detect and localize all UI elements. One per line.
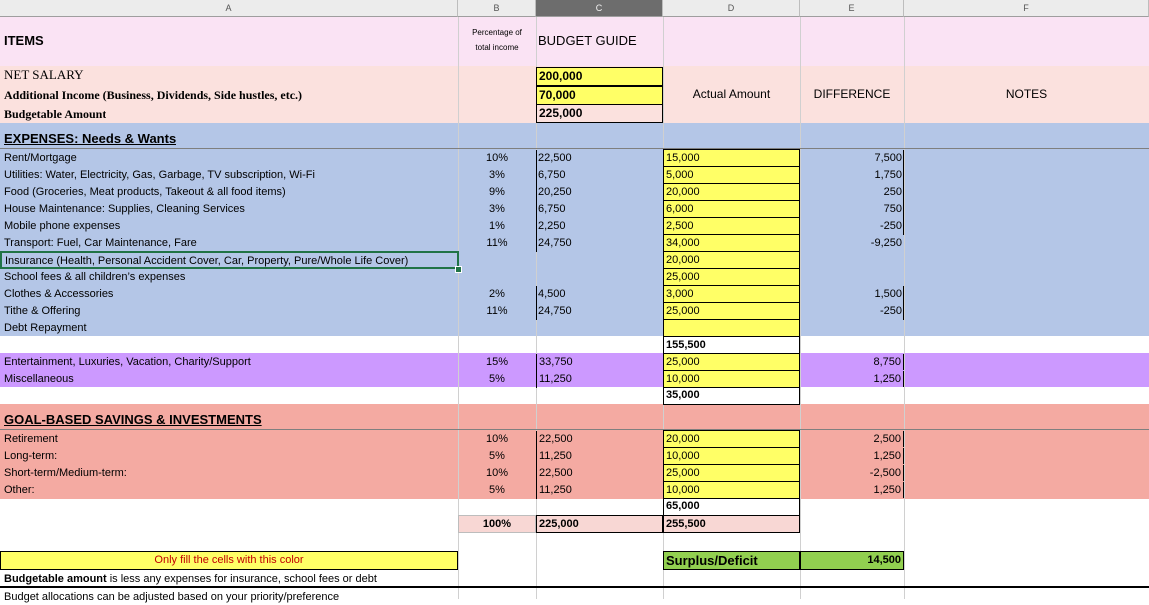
savings-item: Long-term: [4, 450, 58, 462]
budgetable-amount-value: 225,000 [536, 105, 663, 123]
budget-guide-header: BUDGET GUIDE [538, 33, 637, 48]
expense-diff: -250 [879, 220, 902, 232]
expense-item: Mobile phone expenses [4, 220, 121, 232]
expense-pct: 3% [489, 169, 505, 181]
savings-title: GOAL-BASED SAVINGS & INVESTMENTS [4, 412, 262, 427]
gridline-ef [904, 17, 905, 599]
column-header-a[interactable]: A [0, 0, 458, 17]
total-pct: 100% [458, 515, 536, 533]
actual-input[interactable]: 20,000 [663, 251, 800, 269]
expense-guide: 6,750 [538, 169, 566, 181]
actual-input[interactable]: 3,000 [663, 285, 800, 303]
expenses-title: EXPENSES: Needs & Wants [4, 131, 177, 146]
savings-guide: 11,250 [536, 448, 663, 465]
actual-input[interactable] [663, 319, 800, 337]
footnote-budgetable-text: is less any expenses for insurance, school fees or debt [106, 573, 377, 585]
expense-diff: 750 [883, 203, 902, 215]
guide-column-border [536, 286, 663, 320]
expense-item: Tithe & Offering [4, 305, 81, 317]
wants-pct: 15% [485, 356, 509, 368]
column-header-b[interactable]: B [458, 0, 536, 17]
total-actual: 255,500 [663, 515, 800, 533]
column-header-d[interactable]: D [663, 0, 800, 17]
expense-pct: 9% [489, 186, 505, 198]
expense-item: Clothes & Accessories [4, 288, 114, 300]
expense-diff: 7,500 [874, 152, 902, 164]
savings-diff: 1,250 [800, 482, 904, 498]
additional-income-label: Additional Income (Business, Dividends, Side hustles, etc.) [4, 88, 303, 102]
wants-guide: 33,750 [536, 354, 663, 371]
savings-guide: 22,500 [536, 431, 663, 448]
savings-item: Retirement [4, 433, 58, 445]
expense-guide: 2,250 [538, 220, 566, 232]
notes-header: NOTES [1005, 87, 1048, 101]
expense-item: Rent/Mortgage [4, 152, 77, 164]
wants-item: Entertainment, Luxuries, Vacation, Charity/Support [4, 356, 251, 368]
expense-guide: 6,750 [538, 203, 566, 215]
savings-subtotal: 65,000 [663, 498, 800, 515]
percentage-header-line1: Percentage of [472, 28, 522, 37]
expense-item: School fees & all children’s expenses [4, 271, 186, 283]
expense-pct: 11% [486, 305, 508, 317]
column-header-f[interactable]: F [904, 0, 1149, 17]
savings-guide: 11,250 [536, 482, 663, 499]
expense-pct: 2% [489, 288, 505, 300]
difference-header: DIFFERENCE [813, 87, 891, 101]
wants-diff: 8,750 [800, 354, 904, 370]
savings-pct: 10% [485, 467, 509, 479]
expenses-subtotal: 155,500 [663, 337, 800, 354]
wants-item: Miscellaneous [4, 373, 74, 385]
actual-input[interactable]: 6,000 [663, 200, 800, 218]
expense-guide: 24,750 [538, 305, 572, 317]
expense-item: Food (Groceries, Meat products, Takeout & all food items) [4, 186, 286, 198]
actual-input[interactable]: 10,000 [663, 370, 800, 388]
actual-amount-header: Actual Amount [692, 87, 771, 101]
fill-color-legend: Only fill the cells with this color [0, 551, 458, 570]
expense-guide: 20,250 [538, 186, 572, 198]
expense-pct: 11% [486, 237, 508, 249]
actual-input[interactable]: 10,000 [663, 481, 800, 499]
expense-diff: -9,250 [870, 237, 902, 249]
expense-item: Utilities: Water, Electricity, Gas, Garbage, TV subscription, Wi-Fi [4, 169, 315, 181]
selected-cell-insurance[interactable]: Insurance (Health, Personal Accident Cover, Car, Property, Pure/Whole Life Cover) [0, 251, 459, 269]
actual-input[interactable]: 25,000 [663, 353, 800, 371]
guide-column-border [536, 150, 663, 252]
expenses-title-border [0, 148, 1149, 149]
savings-pct: 5% [489, 450, 505, 462]
expense-item: House Maintenance: Supplies, Cleaning Services [4, 203, 245, 215]
savings-diff: -2,500 [800, 465, 904, 481]
actual-input[interactable]: 25,000 [663, 464, 800, 482]
net-salary-label: NET SALARY [4, 67, 84, 82]
net-salary-input[interactable]: 200,000 [536, 67, 663, 86]
expense-item: Debt Repayment [4, 322, 87, 334]
surplus-deficit-value: 14,500 [800, 551, 904, 570]
actual-input[interactable]: 25,000 [663, 302, 800, 320]
expense-guide: 22,500 [538, 152, 572, 164]
actual-input[interactable]: 5,000 [663, 166, 800, 184]
surplus-deficit-label: Surplus/Deficit [663, 551, 800, 570]
footnote-allocations: Budget allocations can be adjusted based on your priority/preference [4, 591, 340, 603]
bottom-border [0, 586, 1149, 588]
diff-column-border [903, 286, 904, 320]
savings-title-border [0, 429, 1149, 430]
expense-item: Transport: Fuel, Car Maintenance, Fare [4, 237, 197, 249]
expense-guide: 4,500 [538, 288, 566, 300]
expense-diff: 1,750 [874, 169, 902, 181]
actual-input[interactable]: 10,000 [663, 447, 800, 465]
actual-input[interactable]: 20,000 [663, 430, 800, 448]
footnote-budgetable-term: Budgetable amount [4, 573, 107, 585]
savings-diff: 2,500 [800, 431, 904, 447]
expense-pct: 3% [489, 203, 505, 215]
fill-handle[interactable] [455, 266, 462, 273]
expense-pct: 10% [485, 152, 509, 164]
expense-pct: 1% [489, 220, 505, 232]
items-header: ITEMS [4, 33, 44, 48]
savings-pct: 5% [489, 484, 505, 496]
column-header-c[interactable]: C [536, 0, 663, 17]
savings-guide: 22,500 [536, 465, 663, 482]
savings-pct: 10% [485, 433, 509, 445]
wants-subtotal: 35,000 [663, 387, 800, 405]
actual-input[interactable]: 25,000 [663, 268, 800, 286]
wants-pct: 5% [489, 373, 505, 385]
expense-diff: 1,500 [874, 288, 902, 300]
expense-diff: -250 [879, 305, 902, 317]
column-header-e[interactable]: E [800, 0, 904, 17]
footnote-budgetable [4, 571, 377, 587]
wants-guide: 11,250 [536, 371, 663, 388]
additional-income-input[interactable]: 70,000 [536, 86, 663, 105]
actual-input[interactable]: 15,000 [663, 149, 800, 167]
percentage-header-line2: total income [475, 43, 519, 52]
actual-input[interactable]: 20,000 [663, 183, 800, 201]
expense-guide: 24,750 [538, 237, 572, 249]
budgetable-amount-label: Budgetable Amount [4, 107, 107, 121]
total-guide: 225,000 [536, 515, 663, 533]
expense-diff: 250 [883, 186, 902, 198]
wants-diff: 1,250 [800, 371, 904, 387]
diff-column-border [903, 150, 904, 235]
savings-item: Other: [4, 484, 35, 496]
actual-input[interactable]: 2,500 [663, 217, 800, 235]
savings-item: Short-term/Medium-term: [4, 467, 127, 479]
savings-diff: 1,250 [800, 448, 904, 464]
actual-input[interactable]: 34,000 [663, 234, 800, 252]
